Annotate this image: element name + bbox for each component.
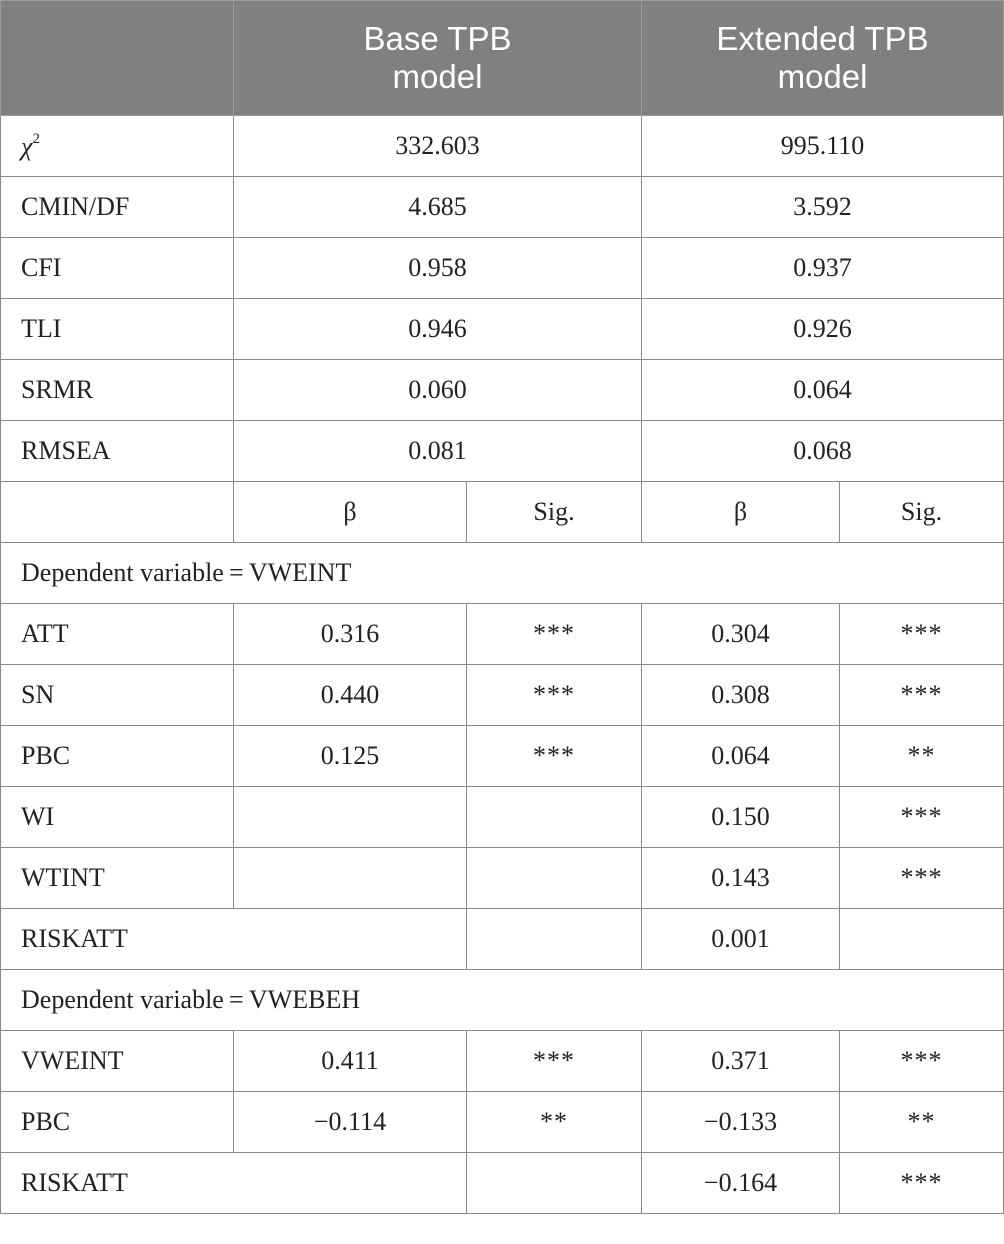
extended-sig: ***: [840, 848, 1004, 909]
extended-beta: 0.064: [642, 726, 840, 787]
fit-row-chi-square: [1, 116, 1004, 177]
predictor-label: SN: [1, 665, 234, 726]
subheader-base-sig: Sig.: [467, 482, 642, 543]
header-empty-cell: [1, 1, 234, 116]
base-sig: ***: [467, 665, 642, 726]
base-beta: 0.316: [234, 604, 467, 665]
fit-extended-value: 0.926: [642, 299, 1004, 360]
fit-row-cfi: [1, 238, 1004, 299]
fit-extended-value: 0.937: [642, 238, 1004, 299]
header-base-model: Base TPB model: [234, 1, 642, 116]
table-row: [1, 1153, 1004, 1214]
fit-row-rmsea: [1, 421, 1004, 482]
extended-sig: [840, 909, 1004, 970]
extended-sig: ***: [840, 1031, 1004, 1092]
fit-label: CMIN/DF: [1, 177, 234, 238]
fit-label: $\chi^2$: [1, 116, 234, 177]
fit-base-value: 0.060: [234, 360, 642, 421]
fit-label: CFI: [1, 238, 234, 299]
extended-sig: **: [840, 726, 1004, 787]
section-title: Dependent variable = VWEINT: [1, 543, 1004, 604]
table-row: [1, 787, 1004, 848]
fit-base-value: 332.603: [234, 116, 642, 177]
subheader-base-beta: β: [234, 482, 467, 543]
extended-sig: ***: [840, 1153, 1004, 1214]
base-beta: [234, 787, 467, 848]
base-sig: [467, 848, 642, 909]
base-sig: **: [467, 1092, 642, 1153]
predictor-label: RISKATT: [1, 1153, 467, 1214]
fit-row-srmr: [1, 360, 1004, 421]
extended-beta: 0.371: [642, 1031, 840, 1092]
base-beta: 0.411: [234, 1031, 467, 1092]
fit-extended-value: 995.110: [642, 116, 1004, 177]
fit-row-cmin-df: [1, 177, 1004, 238]
table-row: [1, 909, 1004, 970]
fit-label: RMSEA: [1, 421, 234, 482]
extended-beta: −0.133: [642, 1092, 840, 1153]
table-row: [1, 848, 1004, 909]
base-sig: [467, 909, 642, 970]
predictor-label: RISKATT: [1, 909, 467, 970]
fit-base-value: 0.958: [234, 238, 642, 299]
base-beta: 0.440: [234, 665, 467, 726]
extended-beta: 0.308: [642, 665, 840, 726]
fit-base-value: 0.946: [234, 299, 642, 360]
table-row: [1, 665, 1004, 726]
extended-beta: −0.164: [642, 1153, 840, 1214]
table-row: [1, 1031, 1004, 1092]
header-extended-model: Extended TPB model: [642, 1, 1004, 116]
subheader-extended-beta: β: [642, 482, 840, 543]
section-header-vwebeh: [1, 970, 1004, 1031]
subheader-extended-sig: Sig.: [840, 482, 1004, 543]
predictor-label: WTINT: [1, 848, 234, 909]
extended-beta: 0.304: [642, 604, 840, 665]
base-sig: ***: [467, 1031, 642, 1092]
predictor-label: PBC: [1, 726, 234, 787]
fit-label: SRMR: [1, 360, 234, 421]
extended-beta: 0.150: [642, 787, 840, 848]
base-sig: [467, 787, 642, 848]
extended-sig: ***: [840, 665, 1004, 726]
section-title: Dependent variable = VWEBEH: [1, 970, 1004, 1031]
fit-row-tli: [1, 299, 1004, 360]
table-row: [1, 604, 1004, 665]
extended-beta: 0.143: [642, 848, 840, 909]
fit-extended-value: 3.592: [642, 177, 1004, 238]
section-header-vweint: [1, 543, 1004, 604]
base-sig: ***: [467, 604, 642, 665]
coefficient-subheader-row: [1, 482, 1004, 543]
extended-beta: 0.001: [642, 909, 840, 970]
table-row: [1, 726, 1004, 787]
extended-sig: ***: [840, 604, 1004, 665]
predictor-label: ATT: [1, 604, 234, 665]
subheader-empty-cell: [1, 482, 234, 543]
extended-sig: ***: [840, 787, 1004, 848]
base-beta: −0.114: [234, 1092, 467, 1153]
fit-base-value: 4.685: [234, 177, 642, 238]
predictor-label: PBC: [1, 1092, 234, 1153]
fit-extended-value: 0.068: [642, 421, 1004, 482]
extended-sig: **: [840, 1092, 1004, 1153]
fit-base-value: 0.081: [234, 421, 642, 482]
fit-extended-value: 0.064: [642, 360, 1004, 421]
base-sig: ***: [467, 726, 642, 787]
table-row: [1, 1092, 1004, 1153]
base-beta: 0.125: [234, 726, 467, 787]
predictor-label: WI: [1, 787, 234, 848]
base-sig: [467, 1153, 642, 1214]
fit-label: TLI: [1, 299, 234, 360]
header-row: [1, 1, 1004, 116]
base-beta: [234, 848, 467, 909]
predictor-label: VWEINT: [1, 1031, 234, 1092]
